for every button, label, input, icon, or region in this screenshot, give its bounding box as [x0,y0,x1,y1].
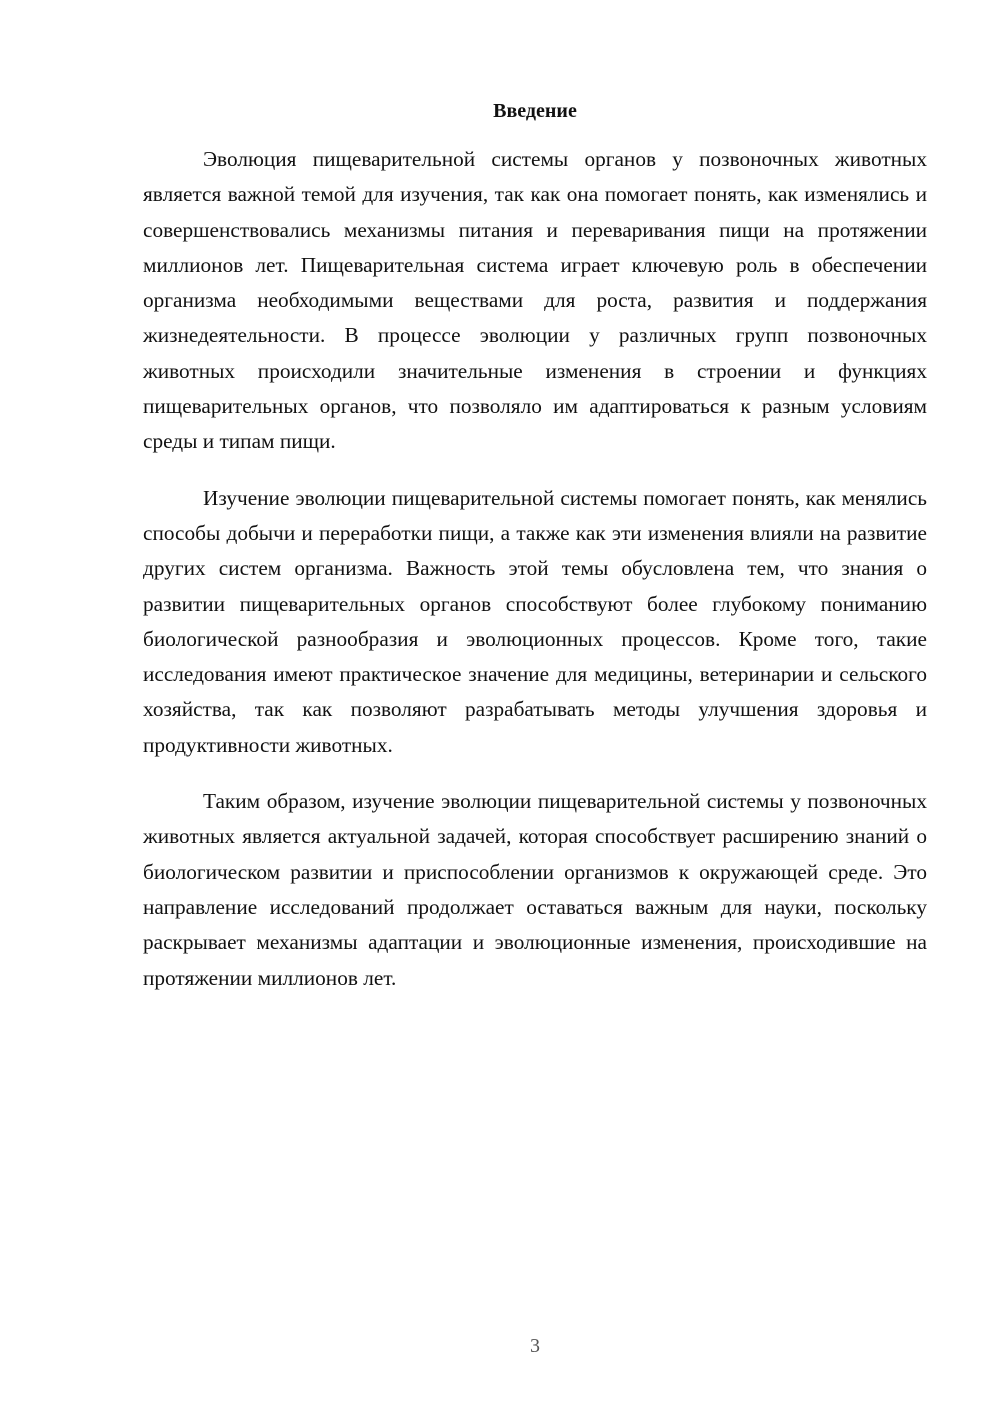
section-title: Введение [493,100,577,122]
body-text [143,142,927,996]
paragraph-2: Изучение эволюции пищеварительной системы помогает понять, как менялись способы добычи и переработки пищи, а также как эти изменения влияли на развитие других систем организма. Важность этой темы обусловлена тем, что знания о развитии пищеварительных органов способствуют более глубокому пониманию биологической разнообразия и эволюционных процессов. Кроме того, такие исследования имеют практическое значение для медицины, ветеринарии и сельского хозяйства, так как позволяют разрабатывать методы улучшения здоровья и продуктивности животных. [143,485,927,757]
page-number: 3 [530,1335,540,1357]
paragraph-1: Эволюция пищеварительной системы органов у позвоночных животных является важной темой для изучения, так как она помогает понять, как изменялись и совершенствовались механизмы питания и переваривания пищи на протяжении миллионов лет. Пищеварительная система играет ключевую роль в обеспечении организма необходимыми веществами для роста, развития и поддержания жизнедеятельности. В процессе эволюции у различных групп позвоночных животных происходили значительные изменения в строении и функциях пищеварительных органов, что позволяло им адаптироваться к разным условиям среды и типам пищи. [143,147,927,454]
paragraph-3: Таким образом, изучение эволюции пищеварительной системы у позвоночных животных является актуальной задачей, которая способствует расширению знаний о биологическом развитии и приспособлении организмов к окружающей среде. Это направление исследований продолжает оставаться важным для науки, поскольку раскрывает механизмы адаптации и эволюционные изменения, происходившие на протяжении миллионов лет. [143,789,927,990]
